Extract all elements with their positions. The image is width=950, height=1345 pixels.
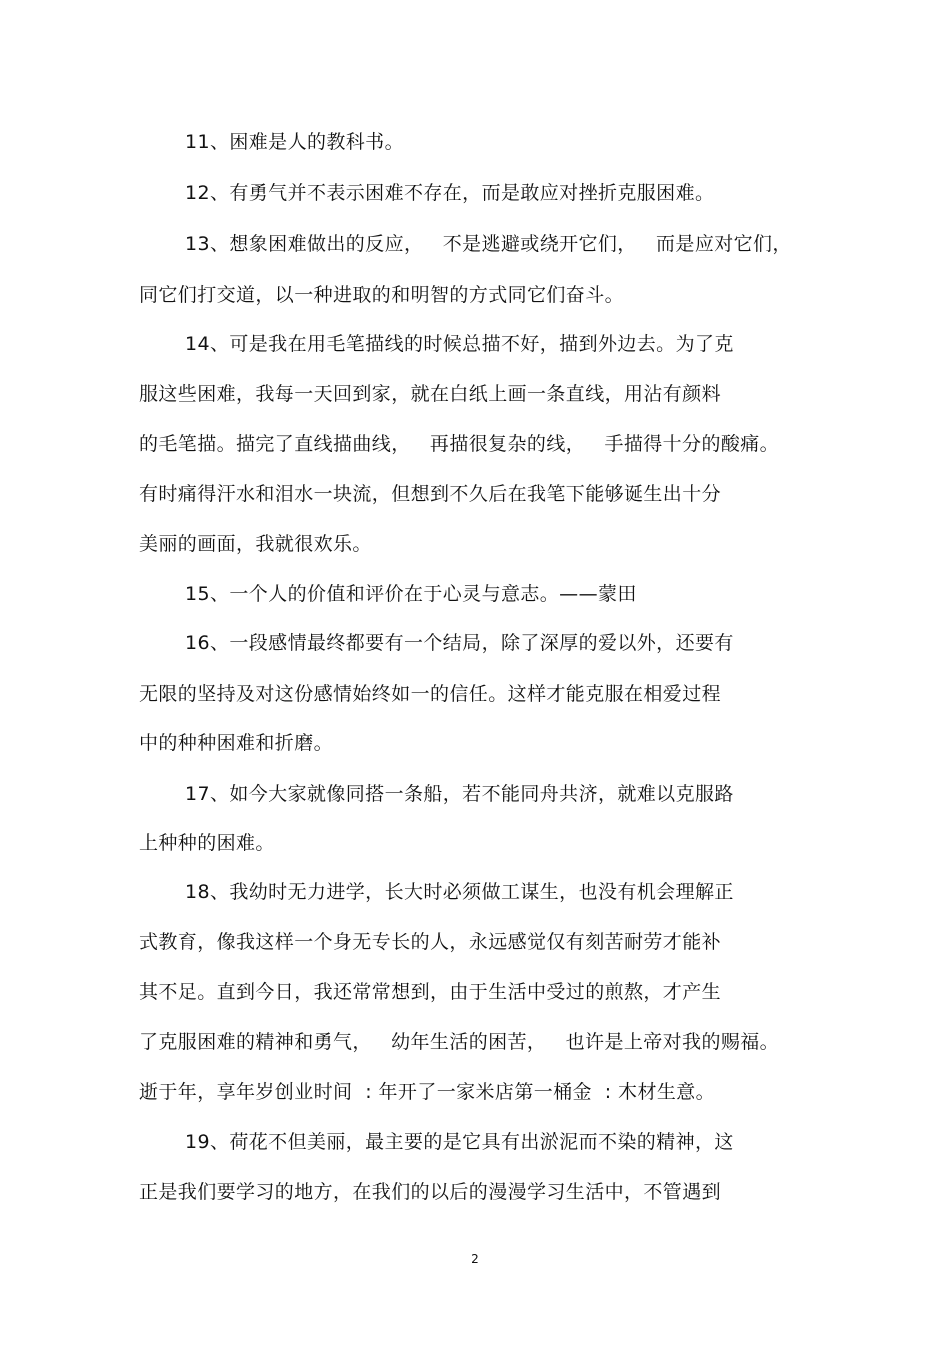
paragraph-18-line-2: 式教育，像我这样一个身无专长的人，永远感觉仅有刻苦耐劳才能补 — [139, 931, 722, 953]
paragraph-17-line-1: 17、如今大家就像同搭一条船，若不能同舟共济，就难以克服路 — [185, 783, 734, 805]
paragraph-17-line-2: 上种种的困难。 — [139, 832, 275, 854]
paragraph-18-line-3: 其不足。直到今日，我还常常想到，由于生活中受过的煎熬，才产生 — [139, 981, 722, 1003]
paragraph-16-line-2: 无限的坚持及对这份感情始终如一的信任。这样才能克服在相爱过程 — [139, 683, 722, 705]
paragraph-14-line-4: 有时痛得汗水和泪水一块流，但想到不久后在我笔下能够诞生出十分 — [139, 483, 722, 505]
paragraph-13-line-2: 同它们打交道，以一种进取的和明智的方式同它们奋斗。 — [139, 284, 625, 306]
paragraph-16-line-1: 16、一段感情最终都要有一个结局，除了深厚的爱以外，还要有 — [185, 632, 734, 654]
paragraph-19-line-2: 正是我们要学习的地方，在我们的以后的漫漫学习生活中，不管遇到 — [139, 1181, 722, 1203]
paragraph-12-line-1: 12、有勇气并不表示困难不存在，而是敢应对挫折克服困难。 — [185, 182, 715, 204]
paragraph-16-line-3: 中的种种困难和折磨。 — [139, 732, 334, 754]
paragraph-18-line-1: 18、我幼时无力进学，长大时必须做工谋生，也没有机会理解正 — [185, 881, 734, 903]
paragraph-18-line-5: 逝于年，享年岁创业时间 : 年开了一家米店第一桶金 : 木材生意。 — [139, 1081, 716, 1103]
paragraph-14-line-2: 服这些困难，我每一天回到家，就在白纸上画一条直线，用沾有颜料 — [139, 383, 722, 405]
page-number: 2 — [471, 1252, 479, 1266]
paragraph-14-line-1: 14、可是我在用毛笔描线的时候总描不好，描到外边去。为了克 — [185, 333, 734, 355]
paragraph-14-line-5: 美丽的画面，我就很欢乐。 — [139, 533, 372, 555]
paragraph-18-line-4: 了克服困难的精神和勇气， 幼年生活的困苦， 也许是上帝对我的赐福。 — [139, 1031, 780, 1053]
paragraph-19-line-1: 19、荷花不但美丽，最主要的是它具有出淤泥而不染的精神，这 — [185, 1131, 734, 1153]
paragraph-13-line-1: 13、想象困难做出的反应， 不是逃避或绕开它们， 而是应对它们， — [185, 233, 792, 255]
paragraph-15-line-1: 15、一个人的价值和评价在于心灵与意志。——蒙田 — [185, 583, 637, 605]
paragraph-11-line-1: 11、困难是人的教科书。 — [185, 131, 404, 153]
paragraph-14-line-3: 的毛笔描。描完了直线描曲线， 再描很复杂的线， 手描得十分的酸痛。 — [139, 433, 780, 455]
